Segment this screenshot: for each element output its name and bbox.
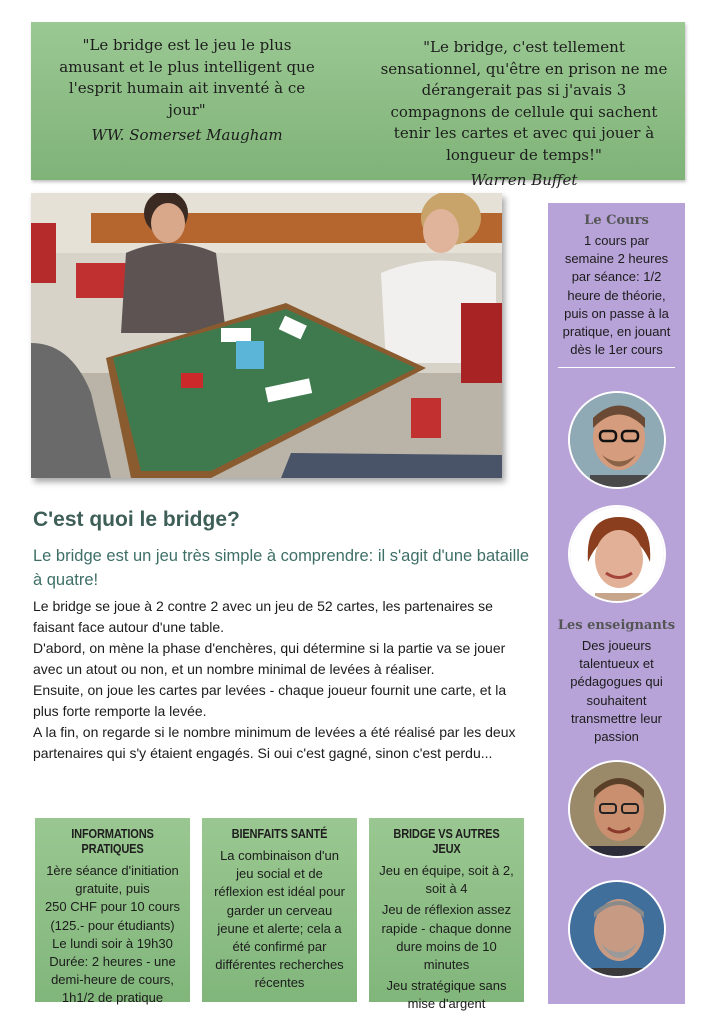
body-paragraph: Ensuite, on joue les cartes par levées - chaque joueur fournit une carte, et la plus forte remporte la levée. (33, 682, 507, 719)
quote-author: WW. Somerset Maugham (91, 126, 283, 144)
teacher-avatar-1 (568, 391, 666, 489)
quote-author: Warren Buffet (470, 171, 578, 189)
main-subtitle: Le bridge est un jeu très simple à comprendre: il s'agit d'une bataille à quatre! (33, 547, 530, 589)
quote-maugham (53, 35, 321, 147)
cours-text: 1 cours par semaine 2 heures par séance: 1/2 heure de théorie, puis on passe à la pratique, en jouant dès le 1er cours (562, 233, 671, 358)
quote-text: "Le bridge est le jeu le plus amusant et le plus intelligent que l'esprit humain ait inventé à ce jour" (59, 36, 315, 119)
box-title: BRIDGE VS AUTRES JEUX (393, 826, 500, 856)
main-title: C'est quoi le bridge? (33, 508, 240, 531)
quote-banner (31, 22, 685, 189)
info-box-pratiques (35, 818, 190, 1006)
box-line: 250 CHF pour 10 cours (125.- pour étudiants) (44, 899, 181, 933)
teacher-avatar-2 (568, 505, 666, 603)
bridge-players-photo (31, 193, 502, 478)
info-box-sante (202, 818, 357, 1002)
box-line: Le lundi soir à 19h30 (52, 935, 173, 951)
box-line: Jeu en équipe, soit à 2, soit à 4 (379, 863, 514, 897)
cours-title: Le Cours (584, 213, 649, 228)
box-line: Durée: 2 heures - une demi-heure de cours, 1h1/2 de pratique (49, 954, 176, 1006)
teacher-avatar-4 (568, 880, 666, 978)
body-paragraph: Le bridge se joue à 2 contre 2 avec un jeu de 52 cartes, les partenaires se faisant face autour d'une table. (33, 598, 493, 635)
quote-text: "Le bridge, c'est tellement sensationnel, qu'être en prison ne me dérangerait pas si j'avais 3 compagnons de cellule qui sachent tenir les cartes et avec qui jouer à longueur de temps!" (380, 38, 668, 164)
sidebar (548, 203, 685, 1004)
quote-buffet (379, 37, 669, 192)
sidebar-divider (558, 367, 675, 368)
enseignants-text: Des joueurs talentueux et pédagogues qui souhaitent transmettre leur passion (570, 638, 663, 745)
enseignants-title: Les enseignants (557, 618, 676, 633)
box-line: Jeu stratégique sans mise d'argent (386, 978, 507, 1012)
box-title: INFORMATIONS PRATIQUES (71, 826, 154, 856)
body-paragraph: A la fin, on regarde si le nombre minimum de levées a été réalisé par les deux partenaires qui s'y étaient engagés. Si oui c'est gagné, sinon c'est perdu... (33, 724, 516, 761)
teacher-avatar-3 (568, 760, 666, 858)
main-body (33, 596, 533, 764)
body-paragraph: D'abord, on mène la phase d'enchères, qui détermine si la partie va se jouer avec un atout ou non, et un nombre minimal de levées à réaliser. (33, 640, 506, 677)
box-title: BIENFAITS SANTÉ (231, 826, 328, 841)
info-box-vs-jeux (369, 818, 524, 1012)
box-line: 1ère séance d'initiation gratuite, puis (46, 863, 179, 897)
box-line: Jeu de réflexion assez rapide - chaque donne dure moins de 10 minutes (381, 902, 512, 973)
box-line: La combinaison d'un jeu social et de réflexion est idéal pour garder un cerveau jeune et alerte; cela a été confirmé par différentes recherches récentes (214, 848, 345, 991)
